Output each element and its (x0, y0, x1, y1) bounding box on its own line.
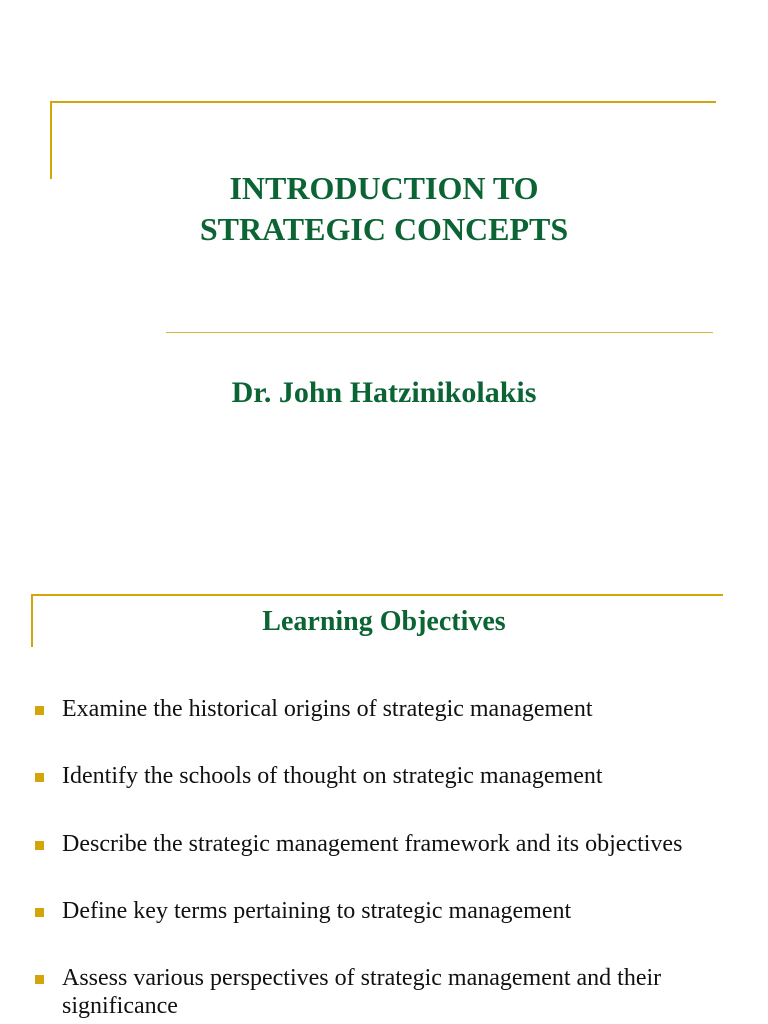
square-bullet-icon (35, 908, 44, 917)
objective-text: Examine the historical origins of strategic management (62, 696, 593, 722)
objective-text: Define key terms pertaining to strategic management (62, 898, 572, 924)
square-bullet-icon (35, 841, 44, 850)
square-bullet-icon (35, 975, 44, 984)
top-rule (31, 594, 723, 596)
divider-rule (166, 332, 713, 333)
objective-text: Identify the schools of thought on strategic management (62, 763, 603, 789)
square-bullet-icon (35, 773, 44, 782)
objective-text: Describe the strategic management framework and its objectives (62, 831, 683, 857)
title-line-1: INTRODUCTION TO (229, 170, 539, 206)
square-bullet-icon (35, 706, 44, 715)
objectives-heading: Learning Objectives (262, 606, 506, 637)
author-name: Dr. John Hatzinikolakis (231, 376, 537, 409)
objective-text: Assess various perspectives of strategic management and their significance (62, 965, 662, 1019)
title-line-2: STRATEGIC CONCEPTS (199, 211, 569, 247)
slide-title (0, 168, 768, 250)
top-rule (50, 101, 716, 103)
objectives-slide (0, 560, 768, 1024)
